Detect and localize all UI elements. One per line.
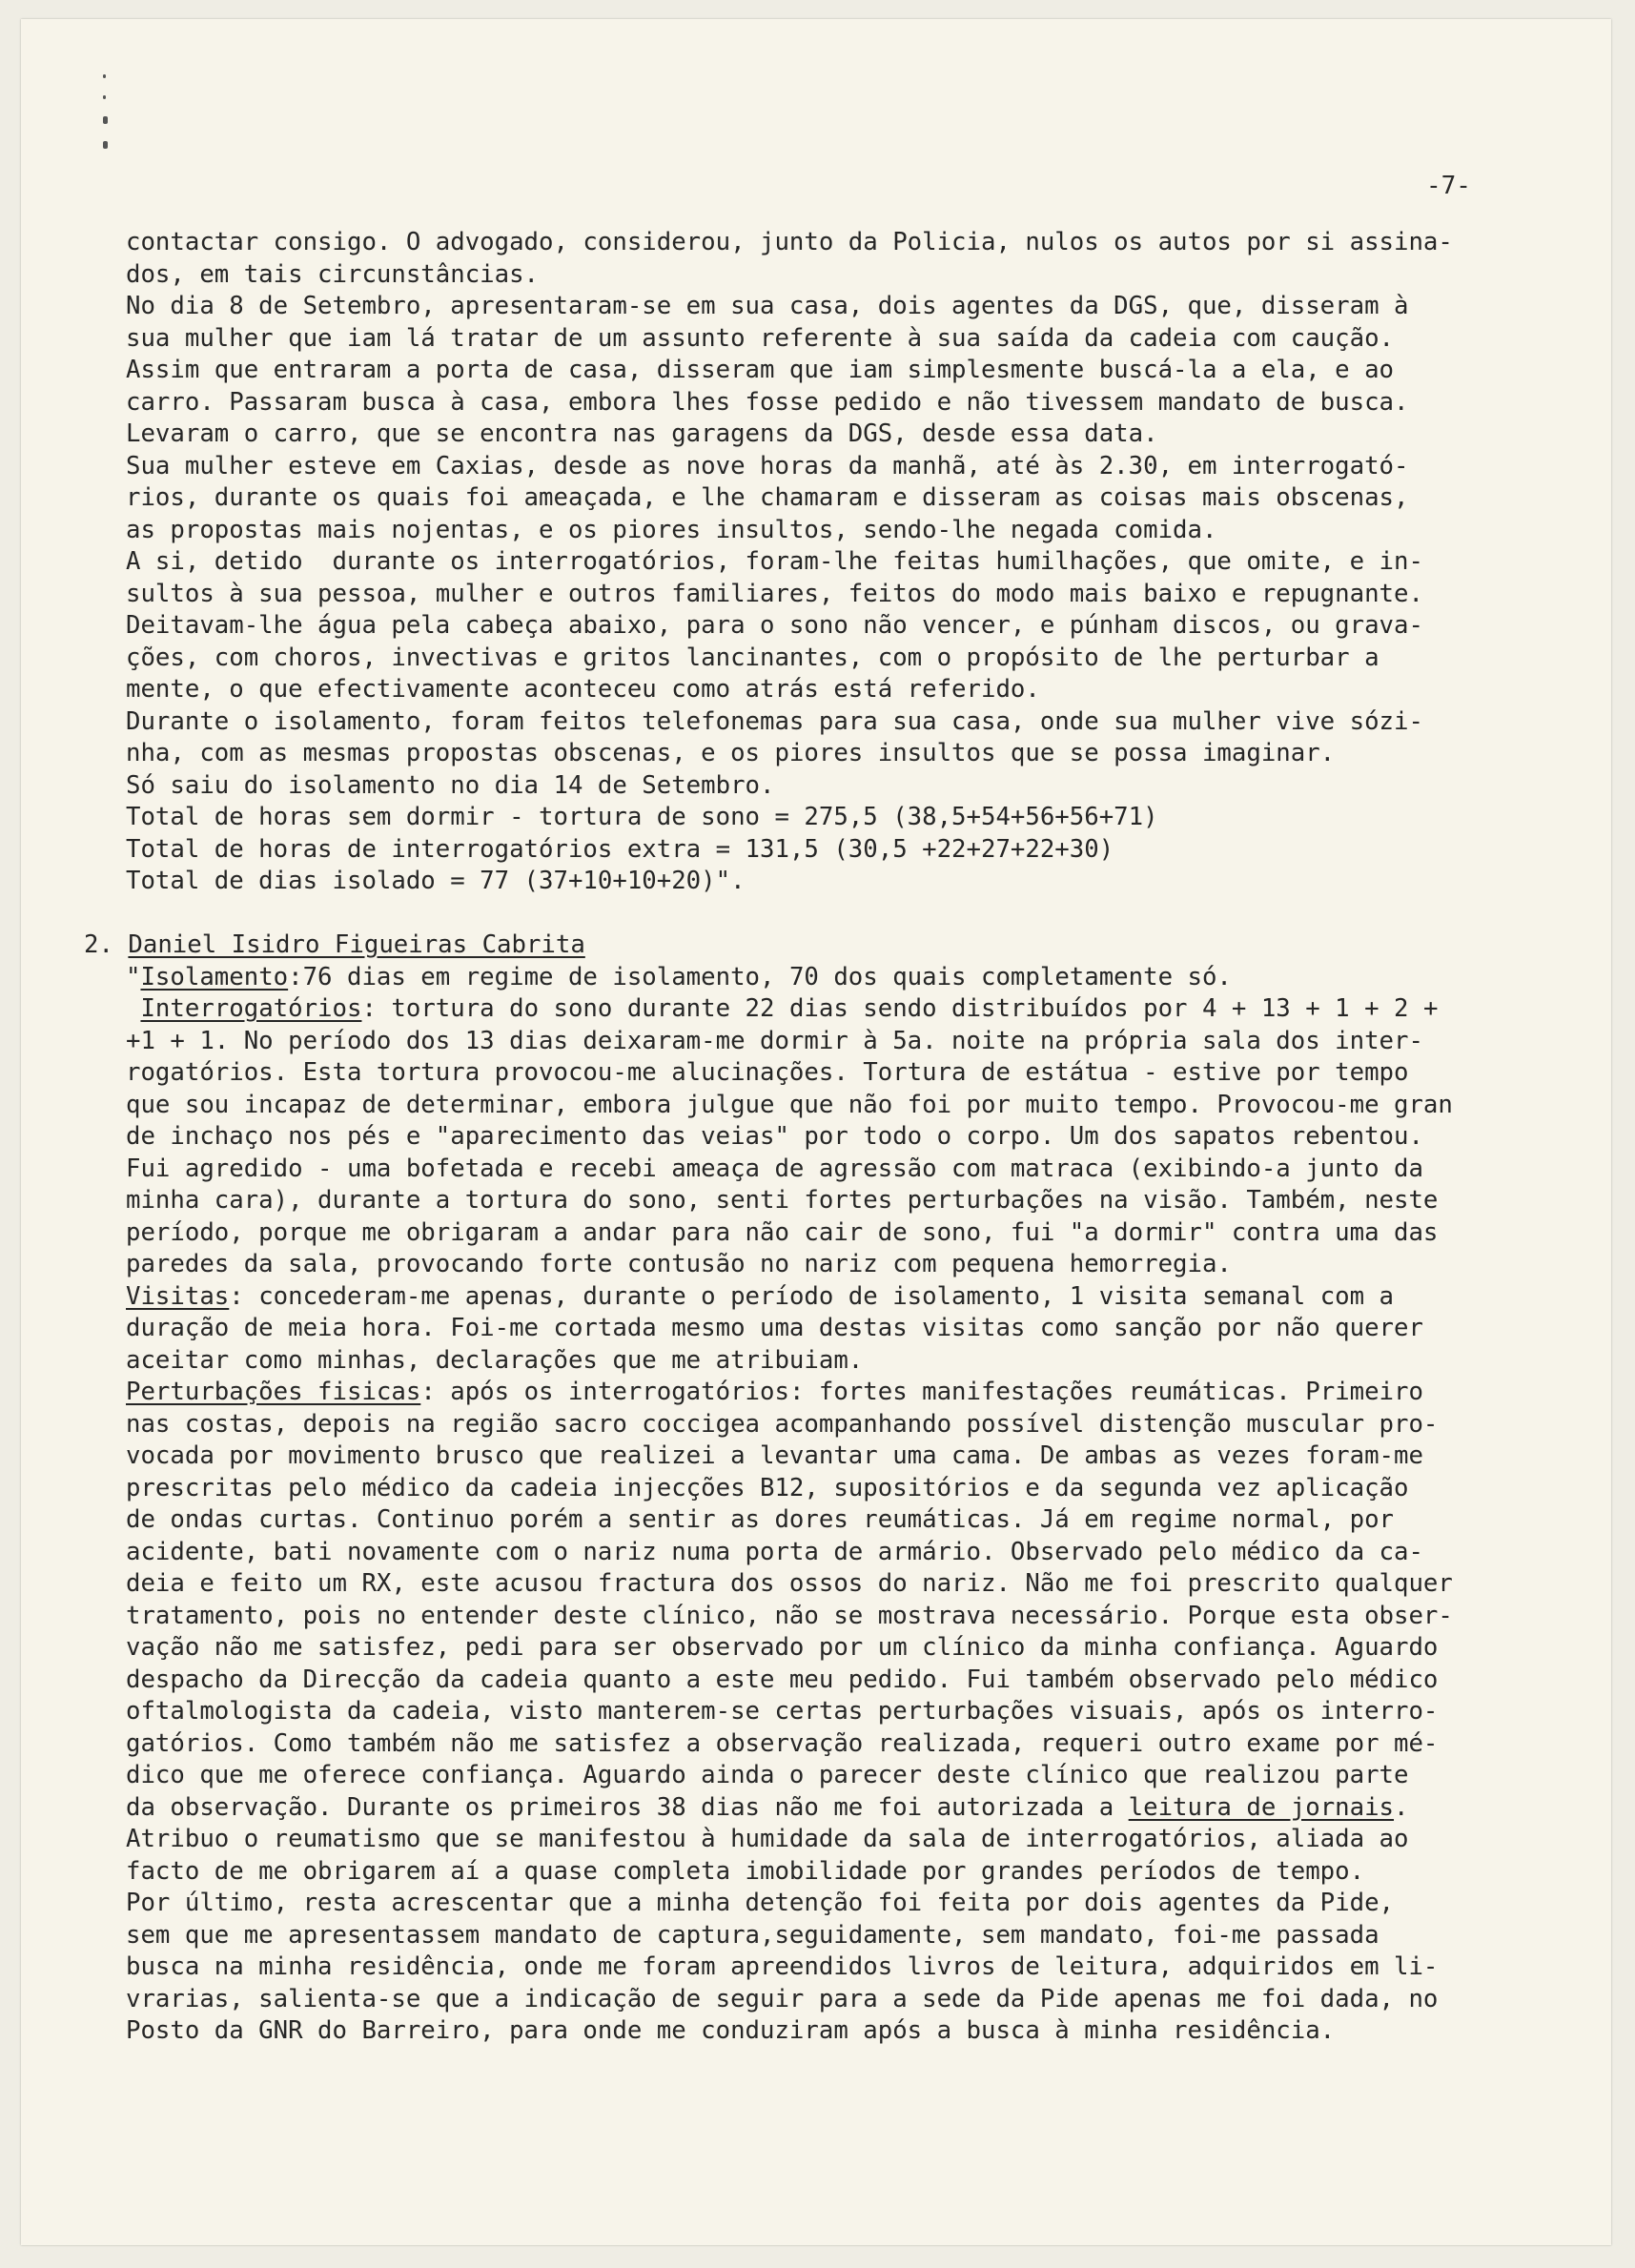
text-line: vocada por movimento brusco que realizei a levantar uma cama. De ambas as vezes foram-me xyxy=(126,1441,1423,1470)
text-line: Só saiu do isolamento no dia 14 de Setembro. xyxy=(126,770,775,800)
perturbacoes-paragraph xyxy=(126,1409,1584,1792)
text-line: +1 + 1. No período dos 13 dias deixaram-me dormir à 5a. noite na própria sala dos inter- xyxy=(126,1026,1423,1055)
text-line: Levaram o carro, que se encontra nas garagens da DGS, desde essa data. xyxy=(126,419,1158,448)
text-line: duração de meia hora. Foi-me cortada mesmo uma destas visitas como sanção por não querer xyxy=(126,1314,1423,1342)
text-line: dos, em tais circunstâncias. xyxy=(126,259,540,289)
text-line: acidente, bati novamente com o nariz numa porta de armário. Observado pelo médico da ca- xyxy=(126,1537,1423,1566)
perturbacoes-line xyxy=(126,1377,1584,1409)
text-line: sultos à sua pessoa, mulher e outros familiares, feitos do modo mais baixo e repugnante. xyxy=(126,579,1423,608)
punch-hole xyxy=(103,141,108,149)
isolamento-text: :76 dias em regime de isolamento, 70 dos quais completamente só. xyxy=(288,962,1232,991)
text-line: sua mulher que iam lá tratar de um assunto referente à sua saída da cadeia com caução. xyxy=(126,323,1395,353)
text-line: Fui agredido - uma bofetada e recebi ameaça de agressão com matraca (exibindo-a junto da xyxy=(126,1154,1423,1183)
text-line: Assim que entraram a porta de casa, disseram que iam simplesmente buscá-la a ela, e ao xyxy=(126,356,1395,384)
punch-hole xyxy=(103,74,106,78)
text-line: vação não me satisfez, pedi para ser observado por um clínico da minha confiança. Aguardo xyxy=(126,1633,1439,1662)
text-line: Total de dias isolado = 77 (37+10+10+20)". xyxy=(126,867,746,895)
text-line: Total de horas sem dormir - tortura de sono = 275,5 (38,5+54+56+56+71) xyxy=(126,803,1158,831)
text-line: Deitavam-lhe água pela cabeça abaixo, para o sono não vencer, e púnham discos, ou grava- xyxy=(126,611,1423,640)
text-line: mente, o que efectivamente aconteceu como atrás está referido. xyxy=(126,675,1040,704)
text-line: minha cara), durante a tortura do sono, senti fortes perturbações na visão. Também, neste xyxy=(126,1186,1439,1215)
text-line: carro. Passaram busca à casa, embora lhes fosse pedido e não tivessem mandato de busca. xyxy=(126,387,1409,417)
text-line: Por último, resta acrescentar que a minha detenção foi feita por dois agentes da Pide, xyxy=(126,1889,1395,1917)
text-line: as propostas mais nojentas, e os piores insultos, sendo-lhe negada comida. xyxy=(126,515,1217,544)
page-number: -7- xyxy=(1426,172,1471,200)
text-line: despacho da Direcção da cadeia quanto a este meu pedido. Fui também observado pelo médico xyxy=(126,1665,1439,1694)
text-line: paredes da sala, provocando forte contusão no nariz com pequena hemorregia. xyxy=(126,1250,1232,1278)
perturbacoes-text: : após os interrogatórios: fortes manifestações reumáticas. Primeiro xyxy=(420,1378,1423,1406)
text-line: deia e feito um RX, este acusou fractura dos ossos do nariz. Não me foi prescrito qualquer xyxy=(126,1569,1453,1598)
indent xyxy=(126,994,140,1023)
jornais-text: da observação. Durante os primeiros 38 dias não me foi autorizada a xyxy=(126,1792,1129,1822)
text-line: ções, com choros, invectivas e gritos lancinantes, com o propósito de lhe perturbar a xyxy=(126,643,1380,672)
text-line: gatórios. Como também não me satisfez a observação realizada, requeri outro exame por mé- xyxy=(126,1728,1439,1758)
text-line: facto de me obrigarem aí a quase completa imobilidade por grandes períodos de tempo. xyxy=(126,1856,1365,1886)
visitas-line xyxy=(126,1281,1584,1314)
text-line: nas costas, depois na região sacro coccigea acompanhando possível distenção muscular pro- xyxy=(126,1409,1439,1439)
paragraph-testimony-continued xyxy=(126,227,1584,898)
open-quote: " xyxy=(126,962,141,991)
punch-hole xyxy=(103,95,106,99)
text-line: oftalmologista da cadeia, visto manterem-se certas perturbações visuais, após os interro- xyxy=(126,1697,1439,1726)
punch-hole xyxy=(103,116,108,124)
text-line: dico que me oferece confiança. Aguardo ainda o parecer deste clínico que realizou parte xyxy=(126,1761,1409,1789)
perturbacoes-label: Perturbações fisicas xyxy=(126,1378,421,1406)
punch-holes xyxy=(103,74,114,166)
text-line: sem que me apresentassem mandato de captura,seguidamente, sem mandato, foi-me passada xyxy=(126,1920,1380,1950)
text-line: Total de horas de interrogatórios extra = 131,5 (30,5 +22+27+22+30) xyxy=(126,834,1114,864)
text-line: contactar consigo. O advogado, considerou, junto da Policia, nulos os autos por si assina- xyxy=(126,228,1453,256)
text-line: Atribuo o reumatismo que se manifestou à humidade da sala de interrogatórios, aliada ao xyxy=(126,1825,1409,1853)
text-line: vrarias, salienta-se que a indicação de seguir para a sede da Pide apenas me foi dada, no xyxy=(126,1984,1439,2013)
jornais-label: leitura de jornais xyxy=(1128,1792,1395,1822)
interrogatorios-paragraph xyxy=(126,1026,1584,1281)
jornais-end: . xyxy=(1394,1792,1409,1822)
isolamento-line xyxy=(126,962,1584,994)
section-name: Daniel Isidro Figueiras Cabrita xyxy=(128,930,585,959)
text-line: Posto da GNR do Barreiro, para onde me conduziram após a busca à minha residência. xyxy=(126,2016,1336,2045)
visitas-paragraph xyxy=(126,1313,1584,1377)
visitas-text: : concederam-me apenas, durante o período de isolamento, 1 visita semanal com a xyxy=(229,1281,1395,1311)
jornais-line xyxy=(126,1792,1584,1825)
text-line: busca na minha residência, onde me foram apreendidos livros de leitura, adquiridos em li- xyxy=(126,1952,1439,1981)
text-line: Sua mulher esteve em Caxias, desde as nove horas da manhã, até às 2.30, em interrogató- xyxy=(126,451,1409,480)
text-line: rogatórios. Esta tortura provocou-me alucinações. Tortura de estátua - estive por tempo xyxy=(126,1058,1409,1087)
text-line: tratamento, pois no entender deste clínico, não se mostrava necessário. Porque esta obser- xyxy=(126,1601,1453,1630)
section-number: 2. xyxy=(84,930,113,959)
closing-paragraph xyxy=(126,1824,1584,2048)
text-line: No dia 8 de Setembro, apresentaram-se em sua casa, dois agentes da DGS, que, disseram à xyxy=(126,292,1409,320)
text-line: nha, com as mesmas propostas obscenas, e os piores insultos que se possa imaginar. xyxy=(126,739,1336,767)
text-line: de ondas curtas. Continuo porém a sentir as dores reumáticas. Já em regime normal, por xyxy=(126,1505,1395,1534)
isolamento-label: Isolamento xyxy=(140,962,289,991)
text-line: que sou incapaz de determinar, embora julgue que não foi por muito tempo. Provocou-me gran xyxy=(126,1090,1453,1119)
interrogatorios-label: Interrogatórios xyxy=(140,994,362,1023)
interrogatorios-line xyxy=(126,993,1584,1026)
section-2-heading xyxy=(84,930,1584,962)
document-body xyxy=(84,227,1584,2048)
text-line: A si, detido durante os interrogatórios, foram-lhe feitas humilhações, que omite, e in- xyxy=(126,547,1423,576)
text-line: de inchaço nos pés e "aparecimento das veias" por todo o corpo. Um dos sapatos rebentou. xyxy=(126,1122,1423,1151)
visitas-label: Visitas xyxy=(126,1281,230,1311)
interrogatorios-text: : tortura do sono durante 22 dias sendo distribuídos por 4 + 13 + 1 + 2 + xyxy=(361,994,1439,1023)
text-line: período, porque me obrigaram a andar para não cair de sono, fui "a dormir" contra uma das xyxy=(126,1217,1439,1247)
text-line: Durante o isolamento, foram feitos telefonemas para sua casa, onde sua mulher vive sózi- xyxy=(126,706,1423,736)
text-line: aceitar como minhas, declarações que me atribuiam. xyxy=(126,1345,864,1375)
text-line: rios, durante os quais foi ameaçada, e lhe chamaram e disseram as coisas mais obscenas, xyxy=(126,483,1409,512)
text-line: prescritas pelo médico da cadeia injecções B12, supositórios e da segunda vez aplicação xyxy=(126,1473,1409,1502)
